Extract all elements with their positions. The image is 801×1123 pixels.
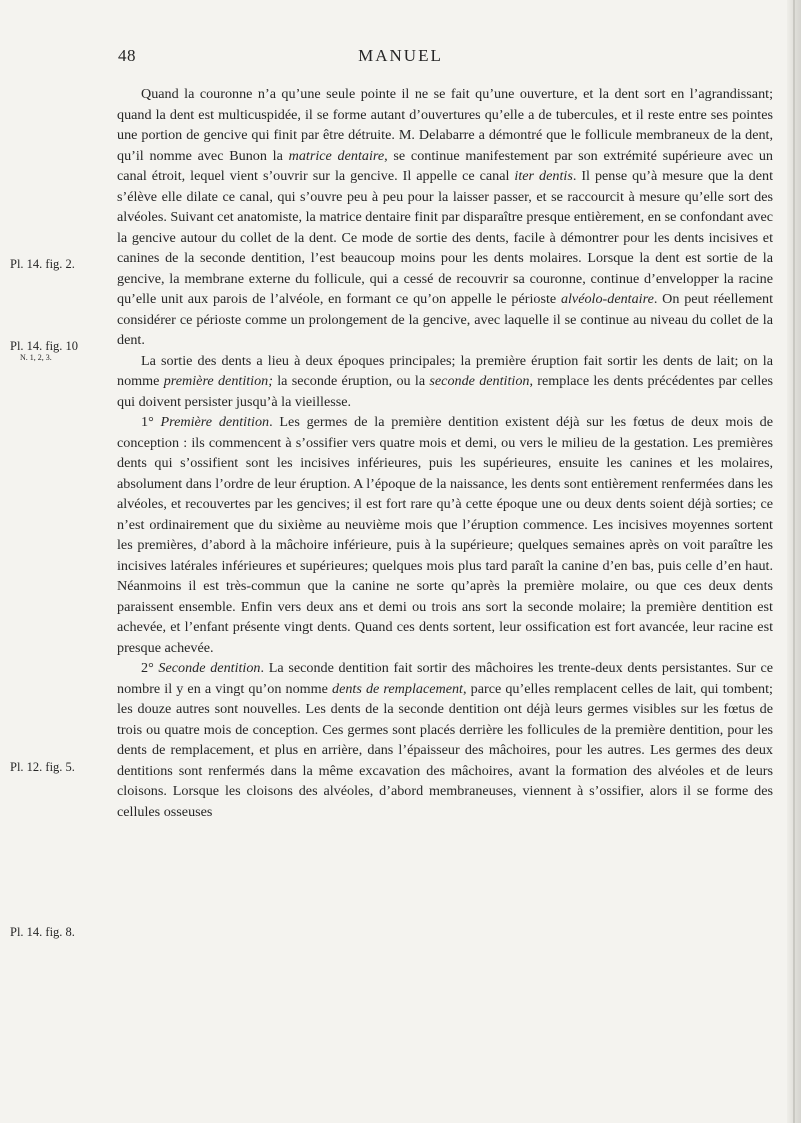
paragraph-second-dentition: 2° Seconde dentition. La seconde dentition fait sortir des mâchoires les trente-deux dents persistantes. Sur ce nombre il y en a vingt qu’on nomme dents de remplacement, parce qu’elles remplacent celles de lait, qui tombent; les douze autres sont nouvelles. Les dents de la seconde dentition ont déjà leurs germes visibles sur les fœtus de trois ou quatre mois de conception. Ces germes sont placés derrière les follicules de la première dentition, pour les dents de remplacement, et plus en arrière, dans l’épaisseur des mâchoires, pour les autres. Les germes des deux dentitions sont renfermés dans la même excavation des mâchoires, avant la formation des alvéoles et de leurs cloisons. Lorsque les cloisons des alvéoles, d’abord membraneuses, viennent à s’ossifier, alors il se forme des cellules osseuses	[117, 660, 773, 820]
page-edge-line	[793, 0, 795, 1123]
margin-note-subtext: N. 1, 2, 3.	[20, 353, 52, 362]
margin-note-text: Pl. 14. fig. 8.	[10, 925, 75, 939]
margin-note-plate-reference	[10, 760, 75, 774]
paragraph-eruption-mechanism: Quand la couronne n’a qu’une seule pointe il ne se fait qu’une ouverture, et la dent sort en l’agrandissant; quand la dent est multicuspidée, il se forme autant d’ouvertures qu’elle a de tubercules, et il reste entre ses pointes une portion de gencive qui finit par être détruite. M. Delabarre a démontré que le follicule membraneux de la dent, qu’il nomme avec Bunon la matrice dentaire, se continue manifestement par son extrémité supérieure avec un canal étroit, lequel vient s’ouvrir sur la gencive. Il appelle ce canal iter dentis. Il pense qu’à mesure que la dent s’élève elle dilate ce canal, qui s’ouvre peu à peu pour la laisser passer, et se raccourcit à mesure qu’elle sort des alvéoles. Suivant cet anatomiste, la matrice dentaire finit par disparaître presque entièrement, en se confondant avec la gencive autour du collet de la dent. Ce mode de sortie des dents, facile à démontrer pour les dents incisives et canines de la seconde dentition, l’est beaucoup moins pour les dents molaires. Lorsque la dent est sortie de la gencive, la membrane externe du follicule, qui a cessé de recouvrir sa couronne, continue d’envelopper la racine qu’elle unit aux parois de l’alvéole, en formant ce qu’on appelle le périoste alvéolo-dentaire. On peut réellement considérer ce périoste comme un prolongement de la gencive, avec laquelle il se continue au niveau du collet de la dent.	[117, 86, 773, 348]
paragraph-first-dentition: 1° Première dentition. Les germes de la première dentition existent déjà sur les fœtus de deux mois de conception : ils commencent à s’ossifier vers quatre mois et demi, ou vers le milieu de la gestation. Les premières dents qui s’ossifient sont les incisives inférieures, puis les supérieures, ensuite les canines et les molaires, absolument dans l’ordre de leur éruption. A l’époque de la naissance, les dents sont entièrement renfermées dans les alvéoles, et recouvertes par les gencives; il est fort rare qu’à cette époque une ou deux dents soient déjà sorties; ce n’est ordinairement que du sixième au neuvième mois que l’éruption commence. Les incisives moyennes sortent les premières, d’abord à la mâchoire inférieure, puis à la supérieure; quelques semaines après on voit paraître les incisives latérales inférieures et supérieures; quelques mois plus tard paraît la canine d’en bas, puis celle d’en haut. Néanmoins il est très-commun que la canine ne sorte qu’après la première molaire, ou que ces deux dents paraissent ensemble. Enfin vers deux ans et demi ou trois ans sort la seconde molaire; la première dentition est achevée, et l’enfant présente vingt dents. Quand ces dents sortent, leur ossification est fort avancée, leur racine est presque achevée.	[117, 414, 774, 656]
margin-note-text: Pl. 14. fig. 10	[10, 339, 79, 353]
margin-note-plate-reference	[10, 925, 75, 939]
page-number: 48	[118, 46, 136, 65]
margin-note-text: Pl. 12. fig. 5.	[10, 760, 75, 774]
margin-note-text: Pl. 14. fig. 2.	[10, 257, 75, 271]
margin-note-plate-reference	[10, 339, 78, 362]
margin-note-plate-reference	[10, 257, 75, 271]
running-title: MANUEL	[358, 46, 443, 65]
body-text	[117, 84, 773, 822]
paragraph-two-eruptions: La sortie des dents a lieu à deux époques principales; la première éruption fait sortir les dents de lait; on la nomme première dentition; la seconde éruption, ou la seconde dentition, remplace les dents précédentes par celles qui doivent persister jusqu’à la vieillesse.	[117, 352, 774, 410]
